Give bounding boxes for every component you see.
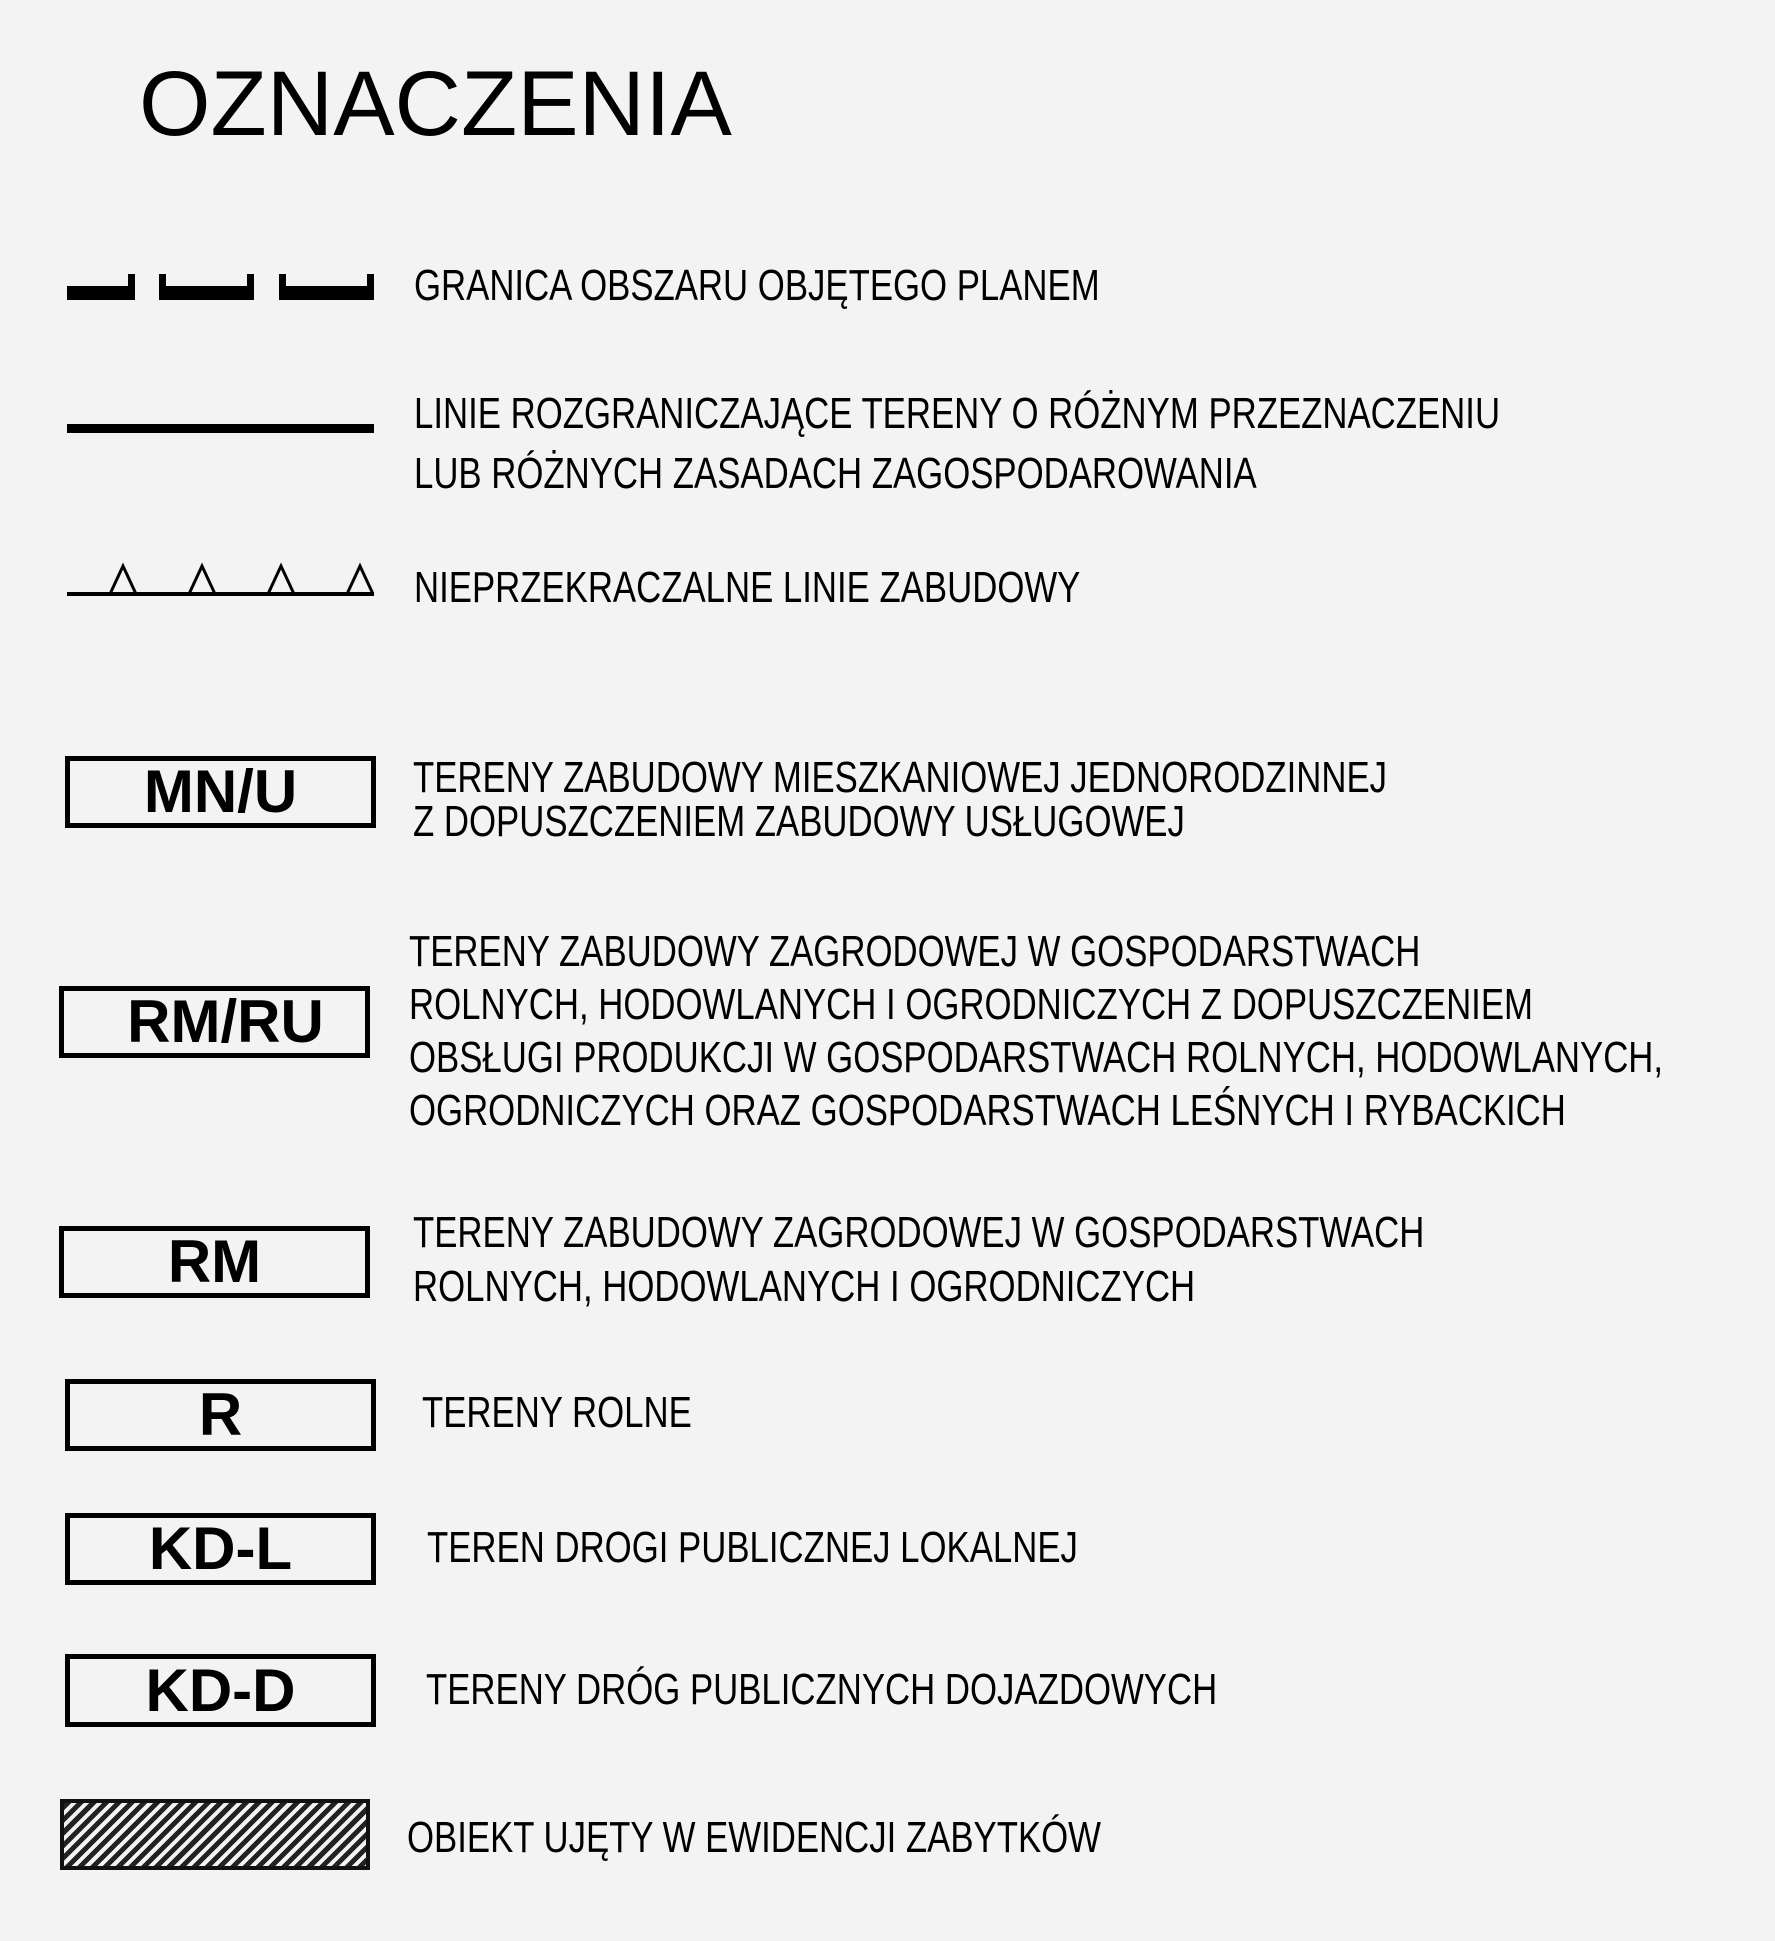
zone-code-box-kd-l: KD-L bbox=[65, 1513, 376, 1585]
legend-item-description bbox=[409, 925, 1663, 1137]
legend-item-description bbox=[426, 1665, 1218, 1714]
description-line: OBSŁUGI PRODUKCJI W GOSPODARSTWACH ROLNYCH, HODOWLANYCH, bbox=[409, 1033, 1664, 1082]
legend-item-description bbox=[427, 1523, 1078, 1572]
hatched-monument-icon bbox=[60, 1799, 370, 1870]
description-line: Z DOPUSZCZENIEM ZABUDOWY USŁUGOWEJ bbox=[413, 797, 1185, 846]
description-line: ROLNYCH, HODOWLANYCH I OGRODNICZYCH bbox=[413, 1262, 1196, 1311]
building-line-triangles-icon bbox=[67, 563, 374, 597]
description-line: TERENY ZABUDOWY MIESZKANIOWEJ JEDNORODZINNEJ bbox=[413, 753, 1388, 802]
description-line: TERENY ZABUDOWY ZAGRODOWEJ W GOSPODARSTWACH bbox=[409, 927, 1421, 976]
description-line: LINIE ROZGRANICZAJĄCE TERENY O RÓŻNYM PRZEZNACZENIU bbox=[414, 389, 1501, 438]
description-line: OBIEKT UJĘTY W EWIDENCJI ZABYTKÓW bbox=[407, 1813, 1101, 1862]
zone-code-box-mn-u: MN/U bbox=[65, 756, 376, 828]
description-line: GRANICA OBSZARU OBJĘTEGO PLANEM bbox=[414, 261, 1100, 310]
description-line: NIEPRZEKRACZALNE LINIE ZABUDOWY bbox=[414, 563, 1081, 612]
legend-item-description bbox=[414, 383, 1500, 504]
legend-title: OZNACZENIA bbox=[139, 53, 732, 155]
dashed-boundary-line-icon bbox=[67, 274, 374, 300]
description-line: ROLNYCH, HODOWLANYCH I OGRODNICZYCH Z DOPUSZCZENIEM bbox=[409, 980, 1533, 1029]
description-line: TEREN DROGI PUBLICZNEJ LOKALNEJ bbox=[427, 1523, 1078, 1572]
solid-line-icon bbox=[67, 424, 374, 433]
legend-item-description bbox=[414, 261, 1100, 310]
legend-item-description bbox=[407, 1813, 1101, 1862]
description-line: TERENY ZABUDOWY ZAGRODOWEJ W GOSPODARSTWACH bbox=[413, 1208, 1425, 1257]
zone-code-box-r: R bbox=[65, 1379, 376, 1451]
legend-item-description bbox=[413, 753, 1388, 846]
zone-code-box-rm-ru: RM/RU bbox=[59, 986, 370, 1058]
legend-item-description bbox=[414, 563, 1081, 612]
description-line: LUB RÓŻNYCH ZASADACH ZAGOSPODAROWANIA bbox=[414, 449, 1257, 498]
description-line: TERENY ROLNE bbox=[422, 1388, 692, 1437]
legend-item-description bbox=[413, 1206, 1424, 1314]
zone-code-box-kd-d: KD-D bbox=[65, 1654, 376, 1727]
description-line: OGRODNICZYCH ORAZ GOSPODARSTWACH LEŚNYCH I RYBACKICH bbox=[409, 1086, 1566, 1135]
legend-item-description bbox=[422, 1388, 692, 1437]
zone-code-box-rm: RM bbox=[59, 1226, 370, 1298]
description-line: TERENY DRÓG PUBLICZNYCH DOJAZDOWYCH bbox=[426, 1665, 1218, 1714]
